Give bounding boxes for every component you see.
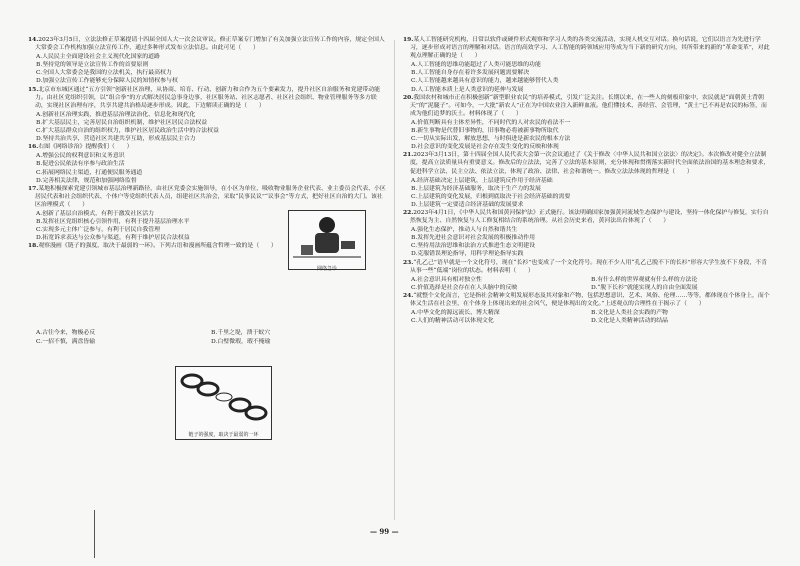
answer-option: D.上层建筑一定要适合经济基础的发展要求 bbox=[411, 201, 524, 208]
q18-options bbox=[36, 329, 386, 345]
cartoon-network-diagnosis bbox=[288, 210, 366, 270]
question bbox=[403, 259, 771, 275]
question bbox=[28, 36, 386, 52]
question bbox=[403, 94, 771, 118]
answer-option: C.人工智能越来越具有意识的能力，越来越能够替代人类 bbox=[411, 78, 559, 85]
answer-option: B.有什么样的世界观就有什么样的方法论 bbox=[591, 276, 698, 283]
cartoon16-caption: 网络急诊 bbox=[316, 266, 337, 272]
answer-option: C.一招不慎，满盘皆输 bbox=[36, 338, 96, 345]
question-number: 14. bbox=[28, 36, 39, 43]
answer-option: A.创新了基层自治模式，有利于激发社区活力 bbox=[36, 210, 155, 217]
doctor-figure-icon bbox=[289, 211, 365, 261]
question-text: 2023年3月13日，第十四届全国人民代表大会第一次会议通过了《关于修改〈中华人民共和国立法法〉的决定》。本次修改对健全立法制度，提高立法质量具有重要意义。修改后的立法法，完善了立法的基本原则，充分体现和贯彻落实新时代全面依法治国的基本理念和要求，促进科学立法、民主立法、依法立法，体现了政治、法律、社会和谐统一。修改立法法体现的哲理是（ ） bbox=[410, 152, 770, 175]
question-text: 我国农村和城市正在积极创新“新型职业农民”的培养模式，引发广泛关注。长期以来，在一些人的刻板印象中，农民就是“面朝黄土背朝天”的“泥腿子”。可如今，一大批“新农人”正在为中国农业注入新鲜血液。他们懂技术、善经营、会管理，“黄土”已不再是农民的标签，而成为他们追梦的沃土。材料体现了（ ） bbox=[410, 94, 767, 117]
question-text: “就整个文化而言，它是指社会精神文明发展形态及其对象和产物，包括思想意识、艺术、风俗、伦理……等等，都体现在个体身上，而个体又生活在社会里，在个体身上体现出来的社会风气，便是体现出的文化。”上述观点的合理性在于揭示了（ ） bbox=[410, 292, 770, 307]
answer-option: D.拓宽诉求表达与公众参与渠道，有利于维护居民合法权益 bbox=[36, 235, 190, 242]
page-number: — 99 — bbox=[370, 527, 399, 536]
question-number: 19. bbox=[403, 36, 414, 43]
answer-option: B.文化是人类社会实践的产物 bbox=[591, 310, 668, 317]
answer-option: D.坚持共治共享，营造社区共建共享互助，形成基层民主合力 bbox=[36, 136, 196, 143]
question-text: 2023年3月5日，立法法修正草案提请十四届全国人大一次会议审议。修正草案专门增加了有关加强立法宣传工作的内容，规定全国人大常委会工作机构加强立法宣传工作，通过多种形式发布立法信息。由此可见（ ） bbox=[35, 37, 385, 52]
question-number: 16. bbox=[28, 143, 39, 151]
question bbox=[403, 36, 771, 60]
answer-option: A.中华文化的源远流长、博大精深 bbox=[411, 310, 500, 317]
question bbox=[403, 209, 771, 225]
answer-option: A.增强公民的权利意识和义务意识 bbox=[36, 153, 125, 160]
question bbox=[28, 185, 386, 209]
answer-option: C.一切从实际出发，解放思想，与时俱进是新农民的根本方法 bbox=[411, 136, 571, 143]
question bbox=[403, 151, 771, 175]
answer-option: D.完善相关法律，规范和加强网络监督 bbox=[36, 177, 137, 184]
right-column bbox=[403, 36, 771, 325]
answer-option: B.发挥先进社会意识对社会发展的积极推动作用 bbox=[411, 235, 536, 242]
question-number: 21. bbox=[403, 151, 414, 159]
answer-option: A.价值判断具有主体差异性，不同时代的人对农民的看法不一 bbox=[411, 119, 571, 126]
binding-margin-line bbox=[94, 510, 95, 558]
question-number: 24. bbox=[403, 291, 414, 299]
answer-option: D.文化是人类精神活动的结晶 bbox=[591, 318, 669, 325]
question-number: 15. bbox=[28, 85, 39, 93]
question-number: 17. bbox=[28, 184, 39, 192]
answer-option: D.加强立法宣传工作能够充分保障人民的知情权参与权 bbox=[36, 78, 178, 85]
question-text: 北京市东城区通过“五方引领”创新社区治理，从协商、培育、行动、创新力和合作为五个要素发力，提升社区自治服务和党建带动能力。由社区党组织引领，以“组合拳”的方式解决居民急事身边事，社区服务站、社区志愿者、社区社会组织、物业管理服务等多方联动，实现社区治理有序，共享共建共治格局逐步形成。因此，下边解读正确的是（ ） bbox=[35, 86, 381, 109]
answer-option: A.强化生态保护，推动人与自然和谐共生 bbox=[411, 227, 518, 234]
question-text: 观察漫画《链子的强度，取决于最弱的一环》。下列古语和漫画所蕴含哲理一致的是（ ） bbox=[38, 243, 277, 250]
answer-option: C.全国人大常委会是我国的立法机关，执行最高权力 bbox=[36, 70, 172, 77]
column-divider bbox=[394, 40, 395, 520]
answer-option: C.拓展网络民主渠道，打通便民服务通道 bbox=[36, 169, 143, 176]
q23-options bbox=[411, 276, 771, 292]
answer-option: A.创新社区治理实践，推进基层治理法治化、信息化和现代化 bbox=[36, 111, 196, 118]
question-number: 18. bbox=[28, 242, 39, 250]
answer-option: D.人工智能本质上是人类意识的延伸与发展 bbox=[411, 86, 524, 93]
answer-option: B.发挥社区党组织核心引领作用，有利于提升基层治理水平 bbox=[36, 219, 190, 226]
answer-option: C.坚持用法治思维和法治方式推进生态文明建设 bbox=[411, 243, 535, 250]
question-number: 23. bbox=[403, 258, 414, 266]
question-text: “孔乙己”语早就是一个文化符号，现在“长衫”也变成了一个文化符号。现在不少人用“孔乙己脱不下的长衫”形容大学生放不下身段，不肯从事一些“低端”岗位的状态。材料表明（ ） bbox=[410, 259, 768, 274]
question-text: 某地积极探索党建引领城市基层治理新路径，由社区党委会实施领导，在小区为单位，吸收物业服务企业代表、业主委员会代表、小区居民代表和社会组织代表、个体户等党组织代表人员，组建社区共治会，采取“民事民议”“议事会”等方式，把好社区自治的大门。该社区治理模式（ ） bbox=[35, 185, 386, 208]
answer-option: A.人民民主全面建设社会主义现代化国家的道路 bbox=[36, 54, 160, 61]
answer-option: A.人工智能的思维功能超过了人类可能思维的功能 bbox=[411, 62, 541, 69]
answer-option: B.新生事物是代替旧事物的，旧事物必将被新事物所取代 bbox=[411, 128, 559, 135]
answer-option: B.上层建筑为经济基础服务，取决于生产力的发展 bbox=[411, 185, 541, 192]
answer-option: D.白璧微瑕，瑕不掩瑜 bbox=[211, 338, 271, 345]
answer-option: D.社会意识的变化发展是社会存在发生变化的反映和体现 bbox=[411, 144, 559, 151]
answer-option: B.坚持党的领导是立法宣传工作的首要原则 bbox=[36, 62, 149, 69]
answer-option: B.扩大基层民主，完善居民自治组织机制，维护社区居民合法权益 bbox=[36, 119, 208, 126]
answer-option: C.扩大基层群众自治的组织权力，维护社区居民政治生活中的合法权益 bbox=[36, 128, 219, 135]
q24-options bbox=[411, 309, 771, 325]
cartoon-chain-strength bbox=[175, 366, 272, 440]
left-column bbox=[28, 36, 386, 346]
question bbox=[28, 143, 386, 151]
answer-option: B.人工智能自身存在着许多发展问题需要解决 bbox=[411, 70, 530, 77]
answer-option: D.克服错误理论指导，用科学理论指导实践 bbox=[411, 251, 524, 258]
answer-option: A.古往今来，物极必反 bbox=[36, 330, 96, 337]
answer-option: C.实现多元主体广泛参与，有利于居民自我管理 bbox=[36, 227, 160, 234]
answer-option: D.“脱下长衫”就能实现人的自由全面发展 bbox=[591, 284, 698, 291]
answer-option: C.人们的精神活动可以体现文化 bbox=[411, 318, 494, 325]
question bbox=[403, 292, 771, 308]
answer-option: A.社会意识具有相对独立性 bbox=[411, 276, 482, 283]
question-text: 某人工智能研究机构，日常以软件或硬件形式观察和学习人类的各类交流活动，实现人机交互对话。换句话说，它们以语言为先进行学习，逐步形成对语言的理解和对话。语言的高效学习、人工智能的跨领域应用等成为当下新的研究方向，其所带来的新的“革命变革”，对此观点理解正确的是（ ） bbox=[410, 37, 770, 60]
question-text: 2023年4月1日，《中华人民共和国黄河保护法》正式施行。该法明确国家加强黄河流域生态保护与建设，坚持一体化保护与修复，实行自然恢复为主、自然恢复与人工修复相结合的系统治理。从社会历史来看，黄河法出台体现了（ ） bbox=[410, 209, 769, 225]
answer-option: B.千里之堤，溃于蚁穴 bbox=[211, 330, 271, 337]
question-number: 22. bbox=[403, 208, 414, 216]
question bbox=[28, 86, 386, 110]
answer-option: A.经济基础决定上层建筑，上层建筑反作用于经济基础 bbox=[411, 177, 553, 184]
answer-option: C.价值选择是社会存在在人头脑中的反映 bbox=[411, 284, 518, 291]
question-text: 右图《网络诊治》提醒我们（ ） bbox=[38, 144, 133, 151]
cartoon18-caption: 链子的强度，取决于最弱的一环 bbox=[188, 432, 259, 438]
chain-icon bbox=[176, 367, 271, 427]
answer-option: C.上层建筑的变化发展，归根到底取决于社会经济基础的需要 bbox=[411, 193, 571, 200]
question-number: 20. bbox=[403, 93, 414, 101]
answer-option: B.促进公民依法有序参与政治生活 bbox=[36, 161, 125, 168]
